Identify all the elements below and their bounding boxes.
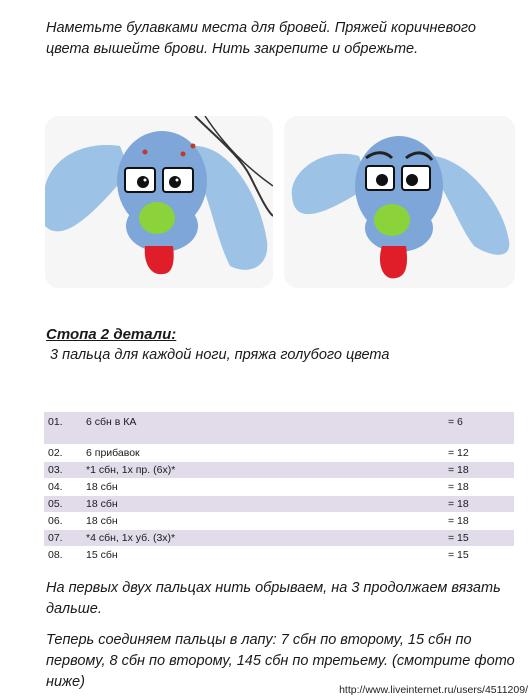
section-heading: Стопа 2 детали: xyxy=(46,326,177,343)
row-result: = 18 xyxy=(444,462,514,479)
row-text: 6 прибавок xyxy=(82,445,444,462)
row-number: 05. xyxy=(44,496,82,513)
row-text: 6 сбн в КА xyxy=(82,412,444,445)
row-text: *4 сбн, 1х уб. (3х)* xyxy=(82,530,444,547)
note-paragraph-2: Теперь соединяем пальцы в лапу: 7 сбн по второму, 15 сбн по первому, 8 сбн по второму, 145 сбн по третьему. (смотрите фото ниже) xyxy=(46,632,515,690)
toy-head-photo-front xyxy=(45,116,273,288)
table-row xyxy=(44,547,514,564)
row-result: = 18 xyxy=(444,496,514,513)
table-row xyxy=(44,513,514,530)
row-result: = 6 xyxy=(444,412,514,445)
row-result: = 15 xyxy=(444,530,514,547)
row-result: = 18 xyxy=(444,513,514,530)
row-number: 08. xyxy=(44,547,82,564)
toy-head-photo-side xyxy=(284,116,515,288)
row-result: = 18 xyxy=(444,479,514,496)
row-number: 02. xyxy=(44,445,82,462)
intro-paragraph: Наметьте булавками места для бровей. Пряжей коричневого цвета вышейте брови. Нить закрепите и обрежьте. xyxy=(46,20,476,57)
table-row xyxy=(44,479,514,496)
table-row xyxy=(44,530,514,547)
row-number: 06. xyxy=(44,513,82,530)
row-result: = 12 xyxy=(444,445,514,462)
row-result: = 15 xyxy=(444,547,514,564)
row-text: 18 сбн xyxy=(82,496,444,513)
row-text: 18 сбн xyxy=(82,479,444,496)
source-url[interactable]: http://www.liveinternet.ru/users/4511209/ xyxy=(339,684,528,696)
row-text: *1 сбн, 1х пр. (6х)* xyxy=(82,462,444,479)
pattern-table xyxy=(44,412,514,564)
section-subheading: 3 пальца для каждой ноги, пряжа голубого цвета xyxy=(50,347,390,363)
table-row xyxy=(44,445,514,462)
row-number: 01. xyxy=(44,412,82,445)
row-text: 15 сбн xyxy=(82,547,444,564)
row-number: 03. xyxy=(44,462,82,479)
table-row xyxy=(44,412,514,445)
row-text: 18 сбн xyxy=(82,513,444,530)
row-number: 04. xyxy=(44,479,82,496)
table-row xyxy=(44,496,514,513)
table-row xyxy=(44,462,514,479)
note-paragraph-1: На первых двух пальцах нить обрываем, на 3 продолжаем вязать дальше. xyxy=(46,580,501,617)
row-number: 07. xyxy=(44,530,82,547)
